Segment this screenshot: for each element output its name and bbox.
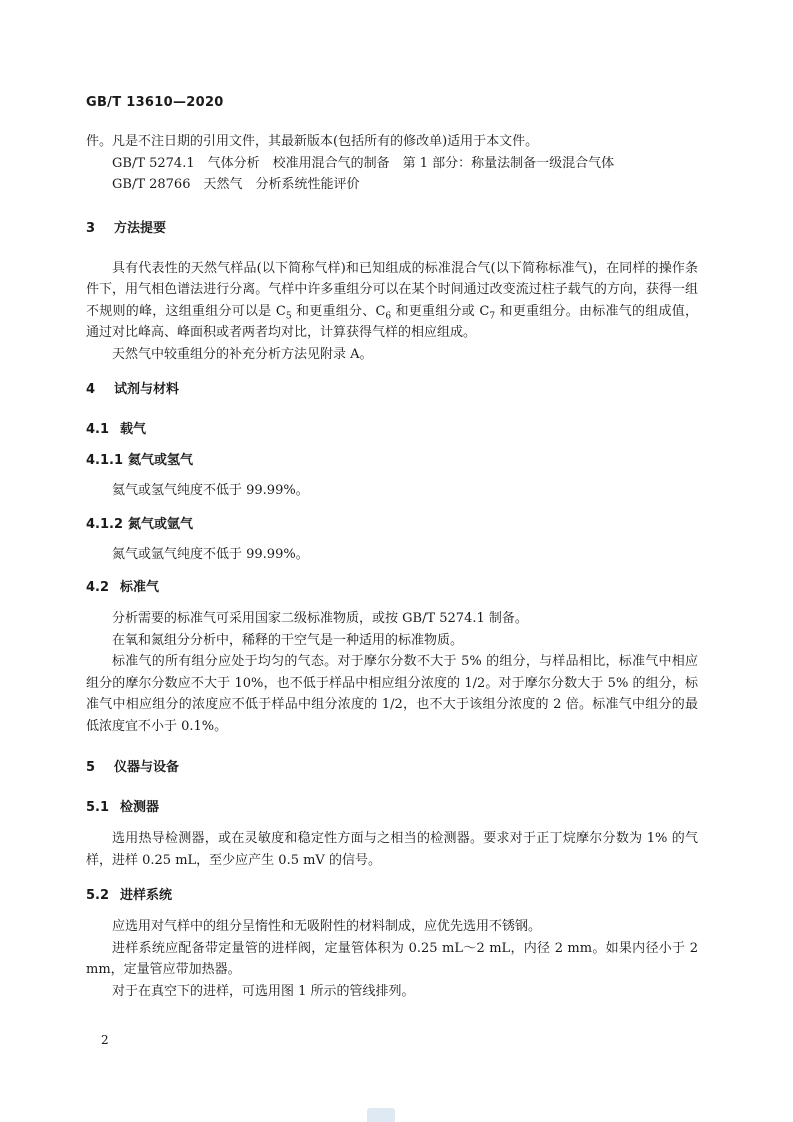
section-title: 方法提要 [114,220,167,236]
standard-code-header: GB/T 13610—2020 [86,95,224,110]
section-5-1-heading [86,797,698,818]
bottom-tab-marker [367,1108,395,1122]
section-4-1-heading [86,419,698,440]
section-title: 氦气或氢气 [128,453,194,468]
section-title: 仪器与设备 [114,760,180,775]
section-title: 载气 [120,422,147,437]
section-title: 检测器 [120,800,160,815]
continuation-text: 件。凡是不注日期的引用文件，其最新版本(包括所有的修改单)适用于本文件。 [86,134,539,149]
section-number: 4 [86,382,96,397]
normative-reference: GB/T 5274.1 气体分析 校准用混合气的制备 第 1 部分：称量法制备一级混合气体 [112,155,615,171]
section-4-2-paragraph: 标准气的所有组分应处于均匀的气态。对于摩尔分数不大于 5% 的组分，与样品相比，标准气中相应组分的摩尔分数应不大于 10%，也不低于样品中相应组分浓度的 1/2。对于摩尔分数大于 5% 的组分，标准气中相应组分的浓度应不低于样品中组分浓度的 1/2，也不大于该组分浓度的 2 倍。标准气中组分的最低浓度宜不小于 0.1%。 [86,654,698,734]
section-5-2-heading [86,885,698,906]
section-4-1-1-text: 氦气或氢气纯度不低于 99.99%。 [112,483,309,498]
section-title: 氮气或氩气 [128,516,194,532]
normative-reference: GB/T 28766 天然气 分析系统性能评价 [112,177,360,192]
section-3-heading [86,218,698,239]
section-5-2-paragraph: 对于在真空下的进样，可选用图 1 所示的管线排列。 [112,983,415,999]
section-5-1-text: 选用热导检测器，或在灵敏度和稳定性方面与之相当的检测器。要求对于正丁烷摩尔分数为 1% 的气样，进样 0.25 mL，至少应产生 0.5 mV 的信号。 [86,831,698,868]
section-4-1-2-text: 氮气或氩气纯度不低于 99.99%。 [112,546,309,562]
section-title: 进样系统 [120,888,173,903]
section-4-2-heading [86,577,698,598]
section-4-2-paragraph: 分析需要的标准气可采用国家二级标准物质，或按 GB/T 5274.1 制备。 [112,611,528,626]
section-4-2-paragraph: 在氧和氮组分分析中，稀释的干空气是一种适用的标准物质。 [112,632,464,648]
section-5-2-paragraph: 应选用对气样中的组分呈惰性和无吸附性的材料制成，应优先选用不锈钢。 [112,919,542,934]
section-4-1-1-heading [86,450,698,471]
section-4-1-2-heading [86,514,698,535]
section-3-paragraph-annex: 天然气中较重组分的补充分析方法见附录 A。 [112,346,373,362]
section-5-heading [86,757,698,778]
section-4-heading [86,379,698,400]
section-3-paragraph: 具有代表性的天然气样品(以下简称气样)和已知组成的标准混合气(以下简称标准气)，在同样的操作条件下，用气相色谱法进行分离。气样中许多重组分可以在某个时间通过改变流过柱子载气的方向，获得一组不规则的峰，这组重组分可以是 $C_5$ 和更重组分、$C_6$ 和更重组分或 $C_7$ 和更重组分。由标准气的组成值，通过对比峰高、峰面积或者两者均对比，计算获得气样的相应组成。 [86,260,698,340]
section-title: 标准气 [120,580,160,595]
section-number: 4.2 [86,580,110,595]
section-5-2-paragraph: 进样系统应配备带定量管的进样阀，定量管体积为 0.25 mL～2 mL，内径 2 mm。如果内径小于 2 mm，定量管应带加热器。 [86,940,698,977]
section-number: 4.1.2 [86,516,124,532]
section-number: 4.1 [86,422,110,437]
section-number: 3 [86,220,96,236]
section-number: 5 [86,760,96,775]
section-title: 试剂与材料 [114,382,180,397]
page-number: 2 [101,1033,109,1047]
section-number: 5.1 [86,800,110,815]
section-number: 5.2 [86,888,110,903]
section-number: 4.1.1 [86,453,124,468]
document-body [86,131,698,1002]
